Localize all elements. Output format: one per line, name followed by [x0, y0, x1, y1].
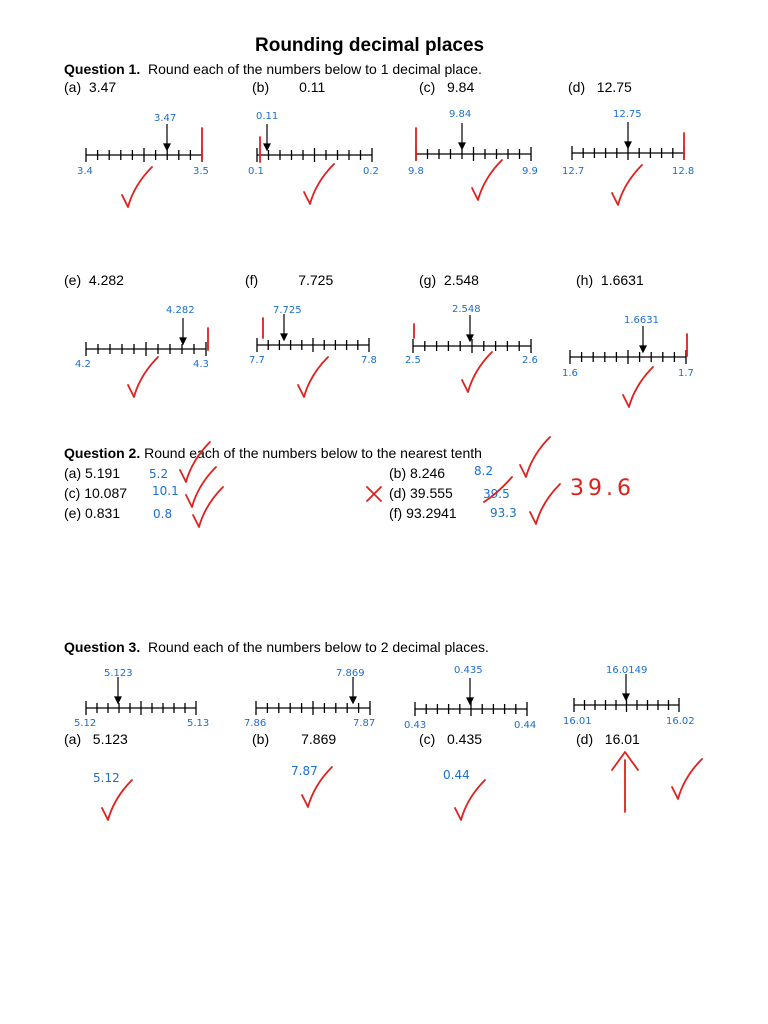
q1-heading: Question 1. — [64, 61, 141, 77]
q2-answer-c: 10.1 — [152, 484, 179, 498]
q1-item-a: (a) 3.47 — [64, 79, 117, 95]
marker-arrowhead — [115, 697, 121, 703]
q1-header — [64, 61, 482, 77]
marker-arrowhead — [467, 335, 473, 341]
q1-item-b: (b) 0.11 — [252, 79, 326, 95]
q2-item-c: (c) 10.087 — [64, 485, 128, 501]
checkmark — [193, 487, 223, 527]
marker-label: 7.869 — [336, 668, 365, 679]
nl-low-label: 1.6 — [562, 368, 578, 379]
q3-item-c: (c) 0.435 — [419, 731, 483, 747]
q1-item-g: (g) 2.548 — [419, 272, 479, 288]
checkmark — [298, 357, 328, 397]
q2-item-a: (a) 5.191 — [64, 465, 121, 481]
q3-item-a: (a) 5.123 — [64, 731, 128, 747]
nl-high-label: 1.7 — [678, 368, 694, 379]
nl-high-label: 9.9 — [522, 166, 538, 177]
q2-correction-d: 39.6 — [570, 476, 635, 501]
marker-arrowhead — [281, 334, 287, 340]
nl-high-label: 0.2 — [363, 166, 379, 177]
marker-label: 7.725 — [273, 305, 302, 316]
q1-item-f: (f) 7.725 — [245, 272, 334, 288]
marker-label: 3.47 — [154, 113, 177, 124]
q2-heading: Question 2. — [64, 445, 141, 461]
marker-arrowhead — [350, 697, 356, 703]
nl-high-label: 2.6 — [522, 355, 538, 366]
checkmark — [612, 165, 642, 205]
q1-item-c: (c) 9.84 — [419, 79, 475, 95]
q2-instruction: Round each of the numbers below to the nearest tenth — [144, 445, 482, 461]
nl-low-label: 0.1 — [248, 166, 264, 177]
q1-item-h: (h) 1.6631 — [576, 272, 644, 288]
marker-label: 9.84 — [449, 109, 472, 120]
checkmark — [304, 164, 334, 204]
nl-low-label: 0.43 — [404, 720, 427, 731]
q1-item-e: (e) 4.282 — [64, 272, 124, 288]
q2-item-b: (b) 8.246 — [389, 465, 446, 481]
marker-label: 2.548 — [452, 304, 481, 315]
marker-label: 4.282 — [166, 305, 195, 316]
checkmark — [128, 357, 158, 397]
q2-answer-d: 39.5 — [483, 487, 510, 501]
cross-mark — [367, 487, 381, 501]
q2-item-f: (f) 93.2941 — [389, 505, 457, 521]
marker-label: 0.435 — [454, 665, 483, 676]
checkmark — [186, 467, 216, 507]
nl-high-label: 16.02 — [666, 716, 695, 727]
marker-label: 5.123 — [104, 668, 133, 679]
q3-instruction: Round each of the numbers below to 2 decimal places. — [148, 639, 489, 655]
nl-low-label: 3.4 — [77, 166, 93, 177]
checkmark — [462, 352, 492, 392]
marker-arrowhead — [459, 143, 465, 149]
marker-arrowhead — [623, 694, 629, 700]
checkmark — [102, 780, 132, 820]
q3-answer-a: 5.12 — [93, 771, 120, 785]
marker-label: 16.0149 — [606, 665, 648, 676]
checkmark — [530, 484, 560, 524]
checkmark — [623, 367, 653, 407]
q2-answer-f: 93.3 — [490, 506, 517, 520]
checkmark — [672, 759, 702, 799]
marker-arrowhead — [640, 346, 646, 352]
nl-high-label: 12.8 — [672, 166, 695, 177]
q2-header — [64, 445, 482, 461]
q2-answer-e: 0.8 — [153, 507, 173, 521]
nl-low-label: 7.86 — [244, 718, 267, 729]
marker-arrowhead — [467, 698, 473, 704]
nl-high-label: 7.87 — [353, 718, 376, 729]
nl-high-label: 5.13 — [187, 718, 210, 729]
nl-high-label: 7.8 — [361, 355, 377, 366]
nl-high-label: 3.5 — [193, 166, 209, 177]
nl-low-label: 7.7 — [249, 355, 265, 366]
page-title: Rounding decimal places — [255, 35, 485, 56]
checkmark — [472, 160, 502, 200]
q2-answer-b: 8.2 — [474, 464, 494, 478]
checkmark — [455, 780, 485, 820]
q3-item-d: (d) 16.01 — [576, 731, 640, 747]
nl-low-label: 12.7 — [562, 166, 585, 177]
q3-header — [64, 639, 489, 655]
nl-low-label: 5.12 — [74, 718, 97, 729]
q2-item-e: (e) 0.831 — [64, 505, 121, 521]
marker-label: 0.11 — [256, 111, 279, 122]
nl-high-label: 4.3 — [193, 359, 209, 370]
q3-heading: Question 3. — [64, 639, 141, 655]
nl-low-label: 16.01 — [563, 716, 592, 727]
up-arrow — [612, 752, 638, 812]
marker-label: 12.75 — [613, 109, 642, 120]
marker-arrowhead — [164, 144, 170, 150]
q3-answer-b: 7.87 — [291, 764, 318, 778]
checkmark — [122, 167, 152, 207]
q2-item-d: (d) 39.555 — [389, 485, 453, 501]
q1-item-d: (d) 12.75 — [568, 79, 632, 95]
q3-answer-c: 0.44 — [443, 768, 470, 782]
marker-arrowhead — [180, 338, 186, 344]
nl-low-label: 2.5 — [405, 355, 421, 366]
checkmark — [520, 437, 550, 477]
marker-label: 1.6631 — [624, 315, 659, 326]
nl-low-label: 9.8 — [408, 166, 424, 177]
q2-answer-a: 5.2 — [149, 467, 169, 481]
q1-instruction: Round each of the numbers below to 1 decimal place. — [148, 61, 482, 77]
marker-arrowhead — [625, 142, 631, 148]
q3-item-b: (b) 7.869 — [252, 731, 337, 747]
marker-arrowhead — [264, 144, 270, 150]
nl-low-label: 4.2 — [75, 359, 91, 370]
nl-high-label: 0.44 — [514, 720, 537, 731]
